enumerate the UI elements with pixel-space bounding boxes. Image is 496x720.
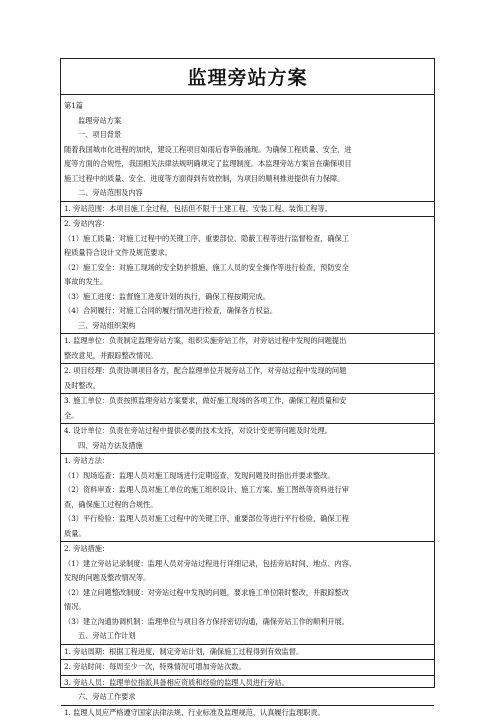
- body-line: （2）资料审查：监理人员对施工单位的施工组织设计、施工方案、施工图纸等资料进行审: [64, 483, 431, 498]
- section-heading: 四、旁站方法及措施: [64, 439, 431, 454]
- body-line: （2）施工安全：对施工现场的安全防护措施、施工人员的安全操作等进行检查，预防安全: [64, 261, 431, 276]
- section-heading: 三、旁站组织架构: [64, 319, 431, 334]
- body-line: 度等方面的合规性，我国相关法律法规明确规定了监理制度。本监理旁站方案旨在确保项目: [64, 157, 431, 172]
- body-line: （1）建立旁站记录制度：监理人员对旁站过程进行详细记录，包括旁站时间、地点、内容、: [64, 557, 431, 572]
- title-row: [61, 59, 434, 95]
- body-line: 1. 旁站范围：本项目施工全过程，包括但不限于土建工程、安装工程、装饰工程等。: [64, 202, 431, 217]
- body-line: （4）合同履行：对施工合同的履行情况进行检查，确保各方权益。: [64, 304, 431, 319]
- section-heading: 监理旁站方案: [64, 114, 431, 129]
- body-line: 全。: [64, 409, 431, 424]
- body-line: 随着我国城市化进程的加快，建设工程项目如雨后春笋般涌现。为确保工程质量、安全、进: [64, 143, 431, 158]
- body-line: 情况。: [64, 600, 431, 615]
- body-line: 3. 旁站人员：监理单位指派具备相应资质和经验的监理人员进行旁站。: [64, 676, 431, 691]
- section-heading: 一、项目背景: [64, 128, 431, 143]
- body-line: 程质量符合设计文件及规范要求。: [64, 246, 431, 261]
- body-line: （1）现场巡查：监理人员对施工现场进行定期巡查，发现问题及时指出并要求整改。: [64, 469, 431, 484]
- body-line: 第1篇: [64, 99, 431, 114]
- body-line: 1. 旁站方法：: [64, 454, 431, 469]
- body-line: （3）建立沟通协调机制：监理单位与项目各方保持密切沟通，确保旁站工作的顺利开展。: [64, 615, 431, 630]
- body-line: 质量。: [64, 527, 431, 542]
- body-line: 2. 项目经理：负责协调项目各方，配合监理单位开展旁站工作，对旁站过程中发现的问题: [64, 364, 431, 379]
- body-line: （3）施工进度：监督施工进度计划的执行，确保工程按期完成。: [64, 290, 431, 305]
- body-line: 发现的问题及整改情况等。: [64, 571, 431, 586]
- section-heading: 六、旁站工作要求: [64, 690, 431, 705]
- body-line: 查，确保施工过程的合规性。: [64, 498, 431, 513]
- body-line: 2. 旁站时间：每周至少一次，特殊情况可增加旁站次数。: [64, 660, 431, 675]
- body-line: 施工过程中的质量、安全、进度等方面得到有效控制，为项目的顺利推进提供有力保障。: [64, 172, 431, 187]
- body-line: 2. 旁站措施：: [64, 542, 431, 557]
- body-line: 及时整改。: [64, 379, 431, 394]
- section-heading: 五、旁站工作计划: [64, 629, 431, 644]
- document-frame: [60, 58, 435, 688]
- body-line: 整改意见，并跟踪整改情况。: [64, 349, 431, 364]
- body-line: 4. 设计单位：负责在旁站过程中提供必要的技术支持，对设计变更等问题及时处理。: [64, 424, 431, 439]
- section-heading: 二、旁站范围及内容: [64, 186, 431, 201]
- body-line: （1）施工质量：对施工过程中的关键工序、重要部位、隐蔽工程等进行监督检查，确保工: [64, 232, 431, 247]
- body-line: 1. 监理单位：负责制定监理旁站方案，组织实施旁站工作，对旁站过程中发现的问题提出: [64, 334, 431, 349]
- body-line: 1. 监理人员应严格遵守国家法律法规、行业标准及监理规范，认真履行监理职责。: [64, 706, 431, 720]
- body-line: 1. 旁站周期：根据工程进度，制定旁站计划，确保施工过程得到有效监督。: [64, 645, 431, 660]
- document-title: 监理旁站方案: [187, 63, 307, 90]
- document-body: [61, 95, 434, 720]
- body-line: 事故的发生。: [64, 275, 431, 290]
- body-line: 3. 施工单位：负责按照监理旁站方案要求，做好施工现场的各项工作，确保工程质量和安: [64, 394, 431, 409]
- body-line: 2. 旁站内容：: [64, 217, 431, 232]
- body-line: （3）平行检验：监理人员对施工过程中的关键工序、重要部位等进行平行检验，确保工程: [64, 512, 431, 527]
- body-line: （2）建立问题整改制度：对旁站过程中发现的问题，要求施工单位限时整改，并跟踪整改: [64, 586, 431, 601]
